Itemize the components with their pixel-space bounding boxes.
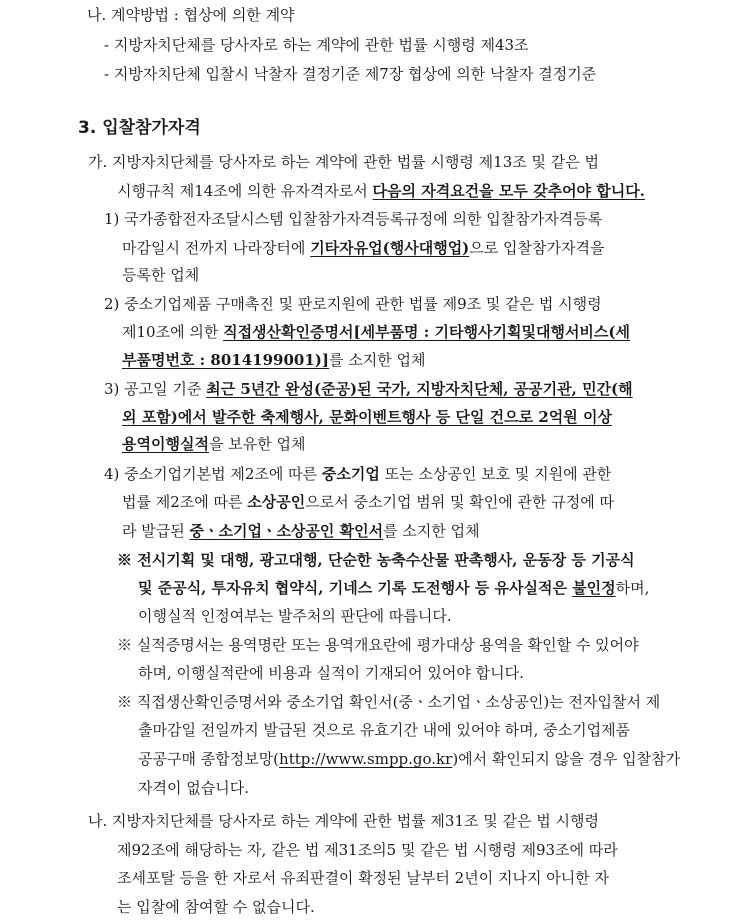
item-2-text: 제10조에 의한 [122, 323, 224, 341]
item-1-line-2 [122, 238, 604, 258]
item-4-emphasis-3: 중ㆍ소기업ㆍ소상공인 확인서 [189, 522, 384, 540]
note-3-line-2: 출마감일 전일까지 발급된 것으로 유효기간 내에 있어야 하며, 중소기업제품 [138, 721, 631, 739]
item-2-line-2 [122, 322, 630, 342]
item-2-line-3 [122, 350, 425, 370]
item-2-emphasis: 직접생산확인증명서[세부품명 : 기타행사기획및대행서비스(세 [223, 323, 630, 341]
item-4-line-1 [104, 464, 611, 484]
item-1-line-3: 등록한 업체 [122, 266, 200, 284]
item-1-emphasis: 기타자유업(행사대행업) [310, 239, 470, 257]
item-3-emphasis-cont: 용역이행실적 [122, 435, 209, 453]
item-3-text: 3) 공고일 기준 [104, 380, 207, 398]
clause-ga-line-1: 가. 지방자치단체를 당사자로 하는 계약에 관한 법률 시행령 제13조 및 같은 법 [88, 153, 600, 171]
item-4-text: 4) 중소기업기본법 제2조에 따른 [104, 465, 322, 483]
item-2-text-post: 를 소지한 업체 [329, 351, 426, 369]
item-3-emphasis: 최근 5년간 완성(준공)된 국가, 지방자치단체, 공공기관, 민간(해 [206, 380, 633, 398]
clause-na-line-1: 나. 지방자치단체를 당사자로 하는 계약에 관한 법률 제31조 및 같은 법 시행령 [88, 812, 600, 830]
note-3-line-3 [138, 749, 680, 769]
item-4-line-2 [122, 492, 614, 512]
item-3-line-1 [104, 379, 633, 399]
note-2-line-2: 하며, 이행실적란에 비용과 실적이 기재되어 있어야 합니다. [138, 664, 524, 682]
note-1-emphasis: 불인정 [572, 579, 616, 597]
clause-ga-text: 시행규칙 제14조에 의한 유자격자로서 [117, 182, 373, 200]
smpp-link[interactable]: http://www.smpp.go.kr [279, 750, 453, 768]
item-4-text-post-2: 으로서 중소기업 범위 및 확인에 관한 규정에 따 [305, 493, 614, 511]
item-4-emphasis: 중소기업 [321, 465, 380, 483]
item-2-line-1: 2) 중소기업제품 구매촉진 및 판로지원에 관한 법률 제9조 및 같은 법 시행령 [104, 295, 602, 313]
item-4-text-3: 라 발급된 [122, 522, 190, 540]
note-1-line-3: 이행실적 인정여부는 발주처의 판단에 따릅니다. [138, 607, 452, 625]
item-3-line-3 [122, 434, 305, 454]
note-3-line-4: 자격이 없습니다. [138, 779, 249, 797]
item-4-emphasis-2: 소상공인 [247, 493, 306, 511]
note-3-text-post: )에서 확인되지 않을 경우 입찰참가 [452, 750, 681, 768]
contract-method-label: 나. 계약방법 : 협상에 의한 계약 [87, 6, 295, 24]
note-3-text: 공공구매 종합정보망( [138, 750, 280, 768]
clause-na-line-3: 조세포탈 등을 한 자로서 유죄판결이 확정된 날부터 2년이 지나지 아니한 자 [117, 869, 609, 887]
clause-ga-line-2 [117, 181, 645, 201]
item-3-text-post: 을 보유한 업체 [208, 435, 306, 453]
note-1-text: 및 준공식, 투자유치 협약식, 기네스 기록 도전행사 등 유사실적은 [138, 579, 573, 597]
note-3-line-1: ※ 직접생산확인증명서와 중소기업 확인서(중ㆍ소기업ㆍ소상공인)는 전자입찰서 제 [117, 693, 661, 711]
clause-na-line-2: 제92조에 해당하는 자, 같은 법 제31조의5 및 같은 법 시행령 제93조에 따라 [117, 841, 618, 859]
item-4-text-2: 법률 제2조에 따른 [122, 493, 248, 511]
item-4-line-3 [122, 521, 480, 541]
clause-na-line-4: 는 입찰에 참여할 수 없습니다. [117, 898, 315, 916]
item-4-text-post-3: 를 소지한 업체 [383, 522, 480, 540]
note-1-text-post: 하며, [615, 579, 650, 597]
contract-method-item-2: - 지방자치단체 입찰시 낙찰자 결정기준 제7장 협상에 의한 낙찰자 결정기준 [104, 65, 597, 83]
item-1-line-1: 1) 국가종합전자조달시스템 입찰참가자격등록규정에 의한 입찰참가자격등록 [104, 210, 603, 228]
note-2-line-1: ※ 실적증명서는 용역명란 또는 용역개요란에 평가대상 용역을 확인할 수 있어야 [117, 636, 639, 654]
contract-method-item-1: - 지방자치단체를 당사자로 하는 계약에 관한 법률 시행령 제43조 [104, 36, 529, 54]
note-1-line-1: ※ 전시기획 및 대행, 광고대행, 단순한 농축수산물 판촉행사, 운동장 등 기공식 [117, 551, 635, 569]
item-1-text: 마감일시 전까지 나라장터에 [122, 239, 311, 257]
item-2-emphasis-cont: 부품명번호 : 8014199001)] [122, 351, 329, 369]
note-1-line-2 [138, 578, 649, 598]
item-3-line-2: 외 포함)에서 발주한 축제행사, 문화이벤트행사 등 단일 건으로 2억원 이상 [122, 408, 612, 426]
item-4-text-post: 또는 소상공인 보호 및 지원에 관한 [379, 465, 612, 483]
clause-ga-emphasis: 다음의 자격요건을 모두 갖추어야 합니다. [372, 182, 645, 200]
section-heading: 3. 입찰참가자격 [78, 118, 201, 138]
item-1-text-post: 으로 입찰참가자격을 [469, 239, 605, 257]
